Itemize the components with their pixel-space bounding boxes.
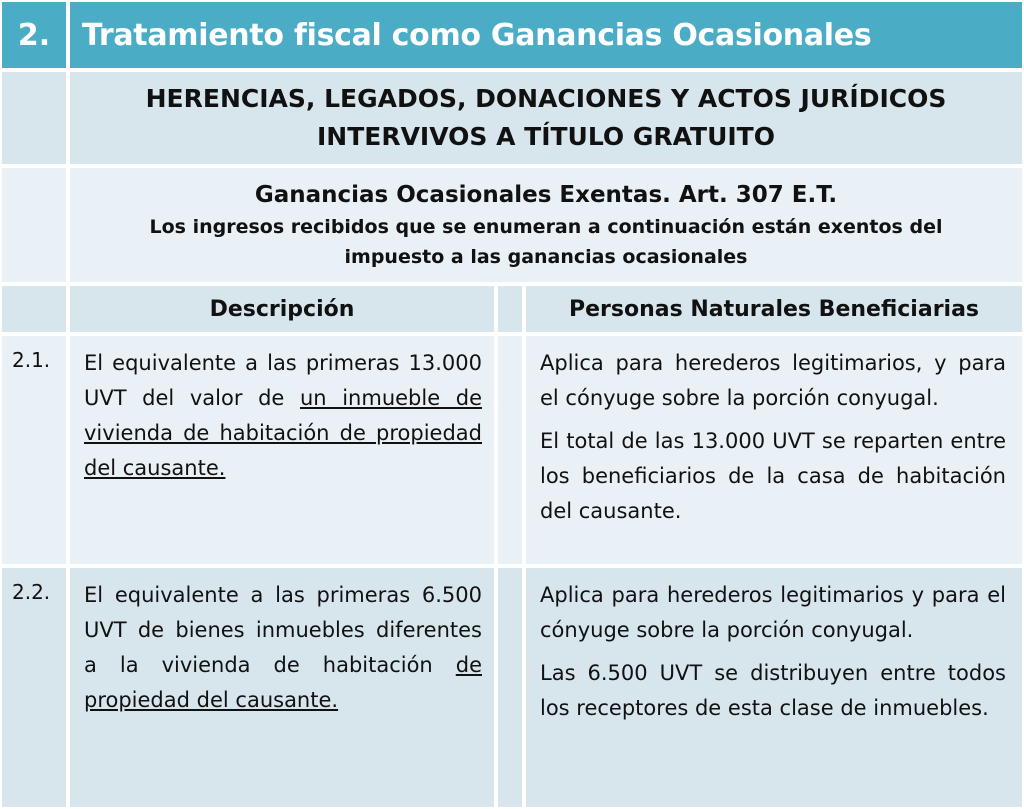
description-underlined-text: de propiedad del causante. xyxy=(84,653,482,712)
column-header-beneficiaries: Personas Naturales Beneficiarias xyxy=(524,284,1024,334)
slide-title: Tratamiento fiscal como Ganancias Ocasionales xyxy=(68,0,1024,70)
gap-cell xyxy=(496,284,524,334)
gap-cell xyxy=(496,566,524,809)
beneficiaries-paragraph: Aplica para herederos legitimarios y para el cónyuge sobre la porción conyugal. xyxy=(540,583,1006,642)
beneficiaries-paragraph: Las 6.500 UVT se distribuyen entre todos los receptores de esta clase de inmuebles. xyxy=(540,661,1006,720)
section-number: 2. xyxy=(0,0,68,70)
section-title-line1: HERENCIAS, LEGADOS, DONACIONES Y ACTOS JURÍDICOS xyxy=(145,84,947,113)
row-description xyxy=(68,566,496,809)
description-underlined-text: un inmueble de vivienda de habitación de propiedad del causante. xyxy=(84,386,482,480)
description-text: El equivalente a las primeras 6.500 UVT de bienes inmuebles diferentes a la vivienda de habitación xyxy=(84,583,482,677)
header-bar xyxy=(0,0,1024,70)
row-description xyxy=(68,334,496,566)
section-title-row xyxy=(0,70,1024,166)
exemptions-row xyxy=(0,166,1024,284)
blank-cell xyxy=(0,284,68,334)
section-title xyxy=(68,70,1024,166)
column-header-description: Descripción xyxy=(68,284,496,334)
row-number: 2.2. xyxy=(0,566,68,809)
row-beneficiaries xyxy=(524,566,1024,809)
gap-cell xyxy=(496,334,524,566)
exemptions-subtitle: Los ingresos recibidos que se enumeran a continuación están exentos del impuesto a las ganancias ocasionales xyxy=(149,216,943,268)
table-header-row xyxy=(0,284,1024,334)
row-number: 2.1. xyxy=(0,334,68,566)
description-text: El equivalente a las primeras 13.000 UVT del valor de xyxy=(84,351,482,410)
beneficiaries-paragraph: Aplica para herederos legitimarios, y para el cónyuge sobre la porción conyugal. xyxy=(540,351,1006,410)
beneficiaries-paragraph: El total de las 13.000 UVT se reparten entre los beneficiarios de la casa de habitación del causante. xyxy=(540,429,1006,523)
exemptions-title: Ganancias Ocasionales Exentas. Art. 307 E.T. xyxy=(254,182,838,208)
blank-cell xyxy=(0,70,68,166)
table-row xyxy=(0,334,1024,566)
section-title-line2: INTERVIVOS A TÍTULO GRATUITO xyxy=(316,122,775,151)
exemptions-block xyxy=(68,166,1024,284)
table-row xyxy=(0,566,1024,809)
row-beneficiaries xyxy=(524,334,1024,566)
blank-cell xyxy=(0,166,68,284)
